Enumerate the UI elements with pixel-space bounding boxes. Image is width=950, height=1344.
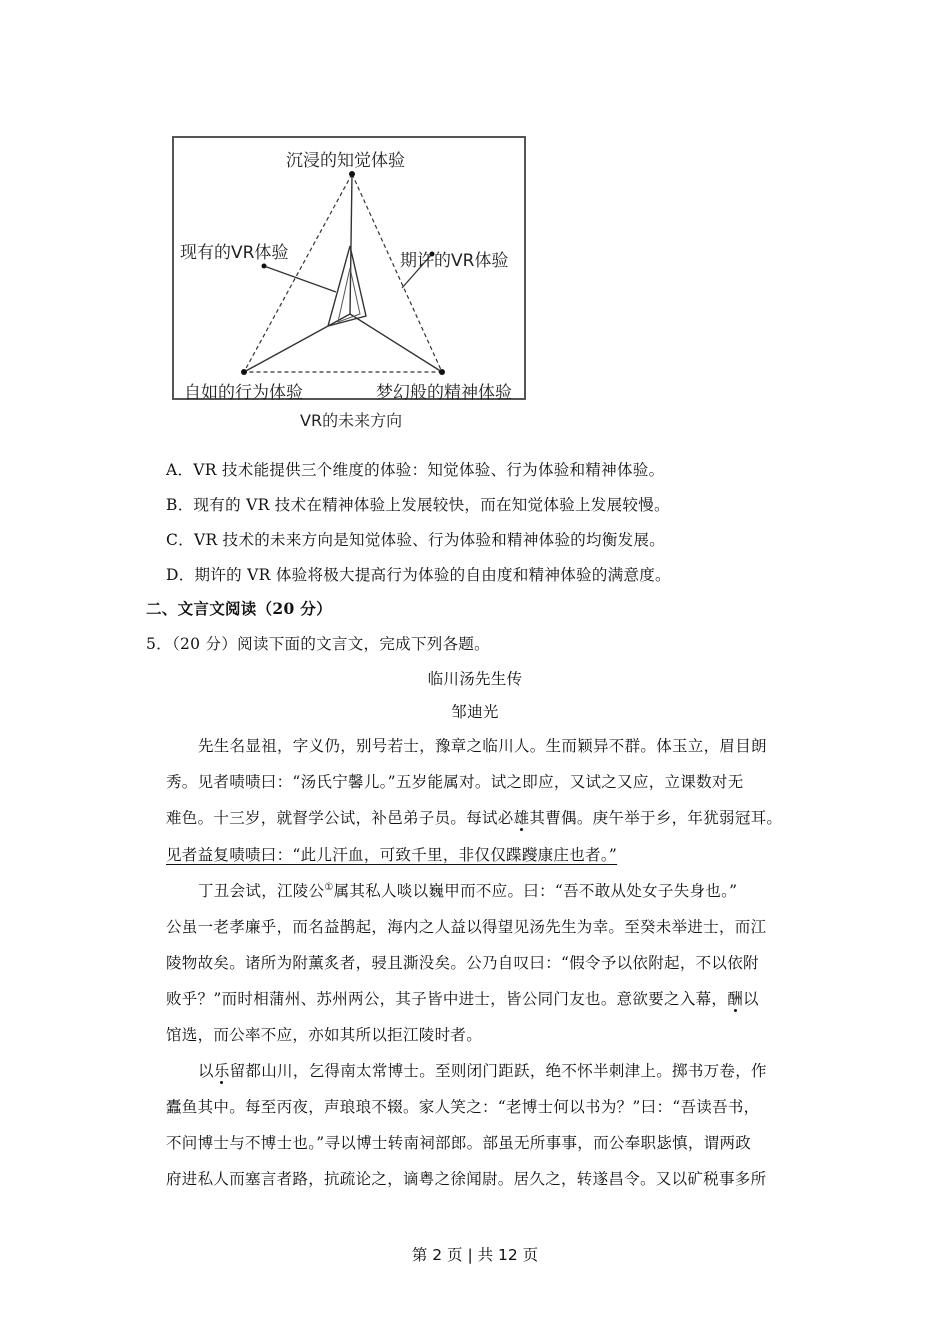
option-c: C．VR 技术的未来方向是知觉体验、行为体验和精神体验的均衡发展。 — [166, 531, 666, 549]
figure-caption: VR的未来方向 — [300, 411, 403, 430]
option-b: B．现有的 VR 技术在精神体验上发展较快，而在知觉体验上发展较慢。 — [166, 496, 670, 514]
emphasis-char: 酬 — [727, 990, 744, 1008]
question-5: 5．（20 分）阅读下面的文言文，完成下列各题。 — [146, 635, 490, 653]
page-footer: 第 2 页 | 共 12 页 — [411, 1246, 539, 1264]
p2-line1: 丁丑会试，江陵公①属其私人啖以巍甲而不应。曰：“吾不敢从处女子失身也。” — [198, 881, 738, 900]
p3-line3: 不问博士与不博士也。”寻以博士转南祠部郎。部虽无所事事，而公奉职毖慎，谓两政 — [166, 1134, 752, 1152]
footnote-mark: ① — [324, 881, 334, 893]
p2-line3: 陵物故矣。诸所为附薰炙者，骎且澌没矣。公乃自叹曰：“假令予以依附起，不以依附 — [166, 954, 759, 972]
p1-line4-underlined: 见者益复啧啧曰：“此儿汗血，可致千里，非仅仅蹀躞康庄也者。” — [166, 846, 618, 864]
p3-line4: 府进私人而塞言者路，抗疏论之，谪粤之徐闻尉。居久之，转遂昌令。又以矿税事多所 — [166, 1170, 767, 1188]
p3-line1: 以乐留都山川，乞得南太常博士。至则闭门距跃，绝不怀半刺津上。掷书万卷，作 — [198, 1062, 767, 1080]
passage-title: 临川汤先生传 — [427, 670, 523, 688]
passage-author: 邹迪光 — [451, 703, 499, 721]
p2-line5: 馆选，而公率不应，亦如其所以拒江陵时者。 — [166, 1026, 483, 1044]
label-current-vr: 现有的VR体验 — [180, 243, 289, 263]
option-d: D．期许的 VR 体验将极大提高行为体验的自由度和精神体验的满意度。 — [166, 566, 671, 584]
emphasis-char: 乐 — [213, 1062, 230, 1080]
emphasis-char: 雄 — [513, 809, 530, 827]
vr-future-diagram — [172, 136, 526, 403]
vertex-dot-left — [241, 369, 247, 375]
label-behavior: 自如的行为体验 — [184, 383, 303, 403]
axis-perception — [350, 174, 352, 314]
p1-line2: 秀。见者啧啧曰：“汤氏宁馨儿。”五岁能属对。试之即应，又试之又应，立课数对无 — [166, 773, 744, 791]
pointer-current — [264, 266, 336, 292]
p3-line2: 蠹鱼其中。每至丙夜，声琅琅不辍。家人笑之：“老博士何以书为？”曰：“吾读吾书， — [166, 1098, 760, 1116]
vertex-dot-right — [439, 369, 445, 375]
p1-line1: 先生名显祖，字义仍，别号若士，豫章之临川人。生而颖异不群。体玉立，眉目朗 — [198, 737, 767, 755]
option-a: A．VR 技术能提供三个维度的体验：知觉体验、行为体验和精神体验。 — [166, 461, 665, 479]
section-heading: 二、文言文阅读（20 分） — [146, 599, 332, 618]
vertex-dot-top — [349, 171, 355, 177]
p2-line4: 败乎？”而时相蒲州、苏州两公，其子皆中进士，皆公同门友也。意欲要之入幕，酬以 — [166, 990, 759, 1008]
p2-line2: 公虽一老孝廉乎，而名益鹊起，海内之人益以得望见汤先生为幸。至癸未举进士，而江 — [166, 918, 767, 936]
p1-line3: 难色。十三岁，就督学公试，补邑弟子员。每试必雄其曹偶。庚午举于乡，年犹弱冠耳。 — [166, 809, 783, 827]
label-perception: 沉浸的知觉体验 — [286, 151, 405, 171]
label-spirit: 梦幻般的精神体验 — [376, 383, 512, 403]
label-expected-vr: 期许的VR体验 — [400, 251, 509, 271]
